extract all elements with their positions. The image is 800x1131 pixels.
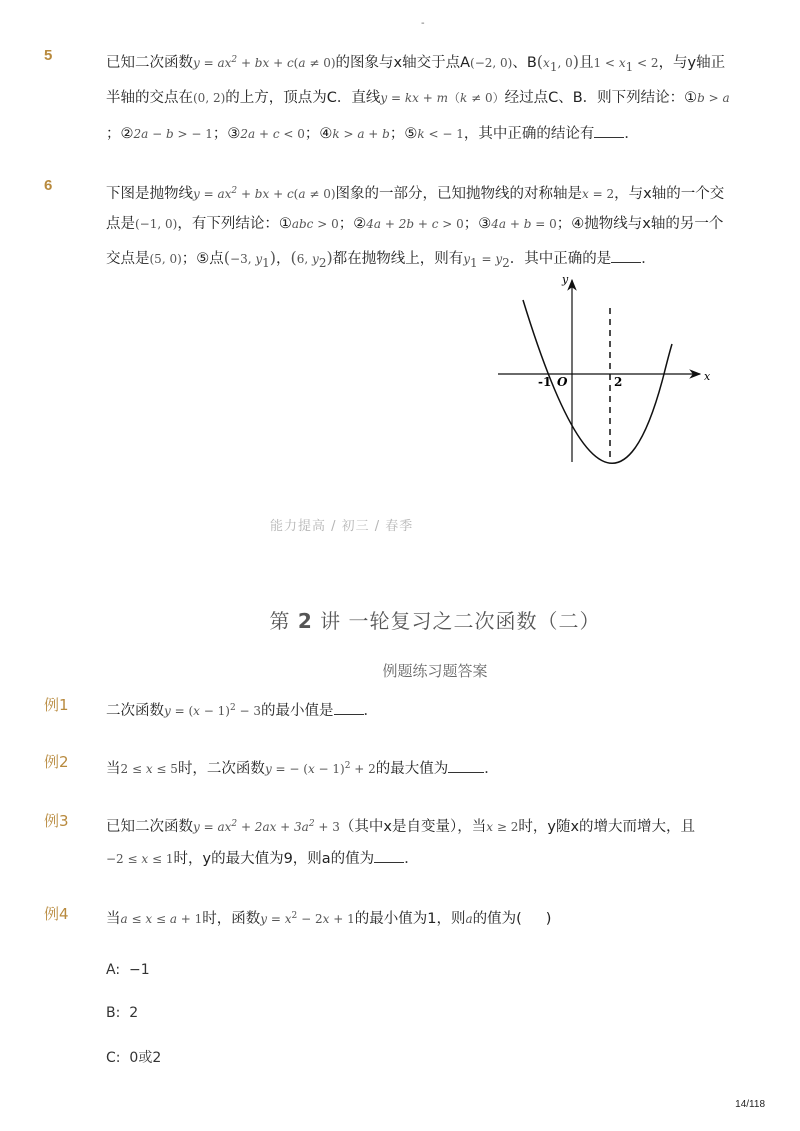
question-number: 5 xyxy=(44,47,53,64)
section-title: 例题练习题答案 xyxy=(382,662,488,680)
page-footer: 能力提高 / 初三 / 春季 xyxy=(270,519,414,534)
question-number: 6 xyxy=(44,177,53,194)
example-label: 例3 xyxy=(44,812,69,830)
option-b[interactable]: B: 2 xyxy=(106,1005,139,1021)
e1-line: 二次函数$y = (x - 1)^2 - 3$的最小值是 ． xyxy=(106,698,378,721)
lecture-title: 第 2 讲 一轮复习之二次函数（二） xyxy=(269,609,601,633)
x-axis-label: x xyxy=(704,370,711,383)
q6-line-2: 点是(−1, 0)，有下列结论：①abc > 0；②4a + 2b + c > 0；③4a + b = 0；④抛物线与x轴的另一个 xyxy=(106,216,724,232)
label-2: 2 xyxy=(614,375,623,389)
parabola-graph xyxy=(490,270,720,470)
e3-line-2: −2 ≤ x ≤ 1时，y的最大值为9，则a的值为 ． xyxy=(106,848,419,869)
q5-line-1: 已知二次函数$y = ax^2$ + bx + c(a ≠ 0)的图象与x轴交于点A(−2, 0)、$B(x_1$, 0)且$1 < x_1 < 2$，与y轴正 xyxy=(106,52,726,74)
q5-line-2: 半轴的交点在(0, 2)的上方，顶点为C．直线y = kx + m（k ≠ 0）经过点C、B．则下列结论：①b > a xyxy=(106,90,730,106)
q6-line-3: 交点是(5, 0)；⑤点(−3, $y_1$)，(6, $y_2$)都在抛物线上，则有$y_1 = y_2$．其中正确的是 ． xyxy=(106,248,656,270)
e3-line-1: 已知二次函数$y = ax^2 + 2ax + 3a^2 + 3$（其中x是自变量），当x ≥ 2时，y随x的增大而增大，且 xyxy=(106,819,696,835)
example-label: 例4 xyxy=(44,905,69,923)
label-origin: O xyxy=(557,375,568,389)
top-mark: - xyxy=(421,18,425,29)
page-number: 14/118 xyxy=(735,1099,765,1110)
y-axis-label: y xyxy=(562,273,569,286)
e4-line: 当a ≤ x ≤ a + 1时，函数$y = x^2 - 2x + 1$的最小值为1，则a的值为( ) xyxy=(106,911,552,927)
option-a[interactable]: A: −1 xyxy=(106,962,150,978)
option-c[interactable]: C: 0或2 xyxy=(106,1050,162,1066)
example-label: 例2 xyxy=(44,753,69,771)
label-neg1: -1 xyxy=(538,375,552,389)
q5-line-3: ；②2a − b > − 1；③2a + c < 0；④k > a + b；⑤k < − 1，其中正确的结论有 ． xyxy=(106,123,639,144)
example-label: 例1 xyxy=(44,696,69,714)
q6-line-1: 下图是抛物线$y = ax^2$ + bx + c(a ≠ 0)图象的一部分，已知抛物线的对称轴是x = 2，与x轴的一个交 xyxy=(106,186,725,202)
e2-line: 当2 ≤ x ≤ 5时，二次函数y = − $(x - 1)^2 + 2$的最大值为 ． xyxy=(106,756,499,779)
